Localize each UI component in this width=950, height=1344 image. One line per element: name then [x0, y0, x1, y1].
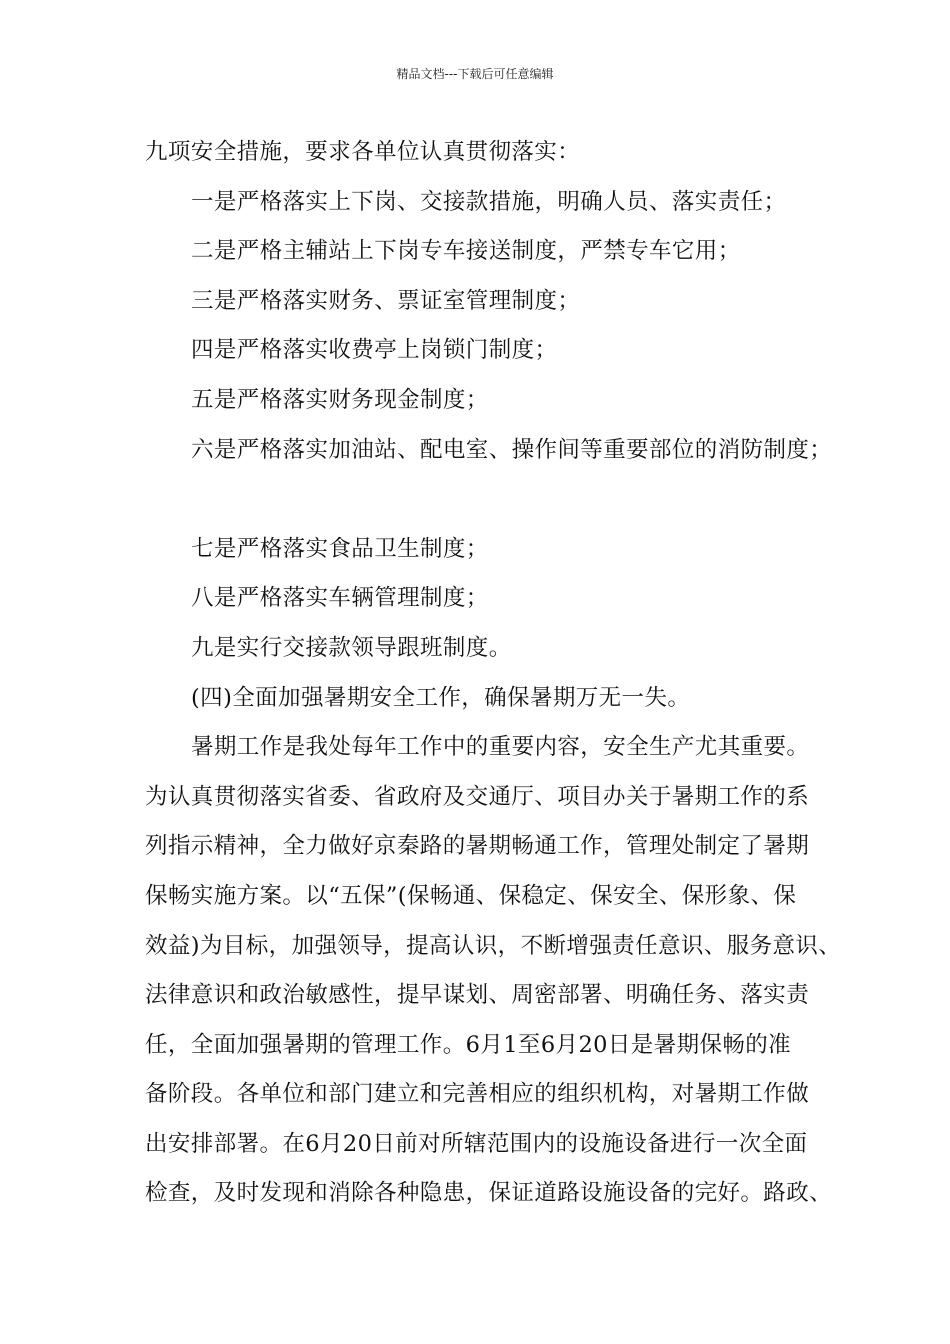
list-item: 八是严格落实车辆管理制度；	[191, 585, 489, 612]
text-line: 出安排部署。在6月20日前对所辖范围内的设施设备进行一次全面	[145, 1130, 808, 1157]
text-line: 保畅实施方案。以“五保”(保畅通、保稳定、保安全、保形象、保	[145, 882, 797, 909]
list-item: 四是严格落实收费亭上岗锁门制度；	[191, 337, 558, 364]
list-item: 五是严格落实财务现金制度；	[191, 386, 489, 413]
text-line: 为认真贯彻落实省委、省政府及交通厅、项目办关于暑期工作的系	[145, 783, 810, 810]
list-item: 六是严格落实加油站、配电室、操作间等重要部位的消防制度；	[191, 436, 833, 463]
text-line: 检查，及时发现和消除各种隐患，保证道路设施设备的完好。路政、	[145, 1180, 833, 1207]
list-item: 二是严格主辅站上下岗专车接送制度，严禁专车它用；	[191, 238, 741, 265]
paragraph-gap	[145, 475, 835, 525]
list-item: 九是实行交接款领导跟班制度。	[191, 634, 512, 661]
document-body	[145, 128, 842, 1219]
text-line: 列指示精神，全力做好京秦路的暑期畅通工作，管理处制定了暑期	[145, 833, 810, 860]
text-line: 九项安全措施，要求各单位认真贯彻落实：	[145, 139, 581, 165]
section-heading: (四)全面加强暑期安全工作，确保暑期万无一失。	[191, 684, 691, 711]
list-item: 三是严格落实财务、票证室管理制度；	[191, 287, 581, 314]
text-line: 法律意识和政治敏感性，提早谋划、周密部署、明确任务、落实责	[145, 982, 810, 1009]
list-item: 一是严格落实上下岗、交接款措施，明确人员、落实责任；	[191, 188, 787, 215]
list-item: 七是严格落实食品卫生制度；	[191, 535, 489, 562]
text-line: 效益)为目标，加强领导，提高认识，不断增强责任意识、服务意识、	[145, 932, 842, 959]
text-line: 任，全面加强暑期的管理工作。6月1至6月20日是暑期保畅的准	[145, 1031, 792, 1058]
page-header: 精品文档---下载后可任意编辑	[396, 67, 554, 81]
text-line: 暑期工作是我处每年工作中的重要内容，安全生产尤其重要。	[191, 734, 810, 761]
text-line: 备阶段。各单位和部门建立和完善相应的组织机构，对暑期工作做	[145, 1081, 810, 1108]
